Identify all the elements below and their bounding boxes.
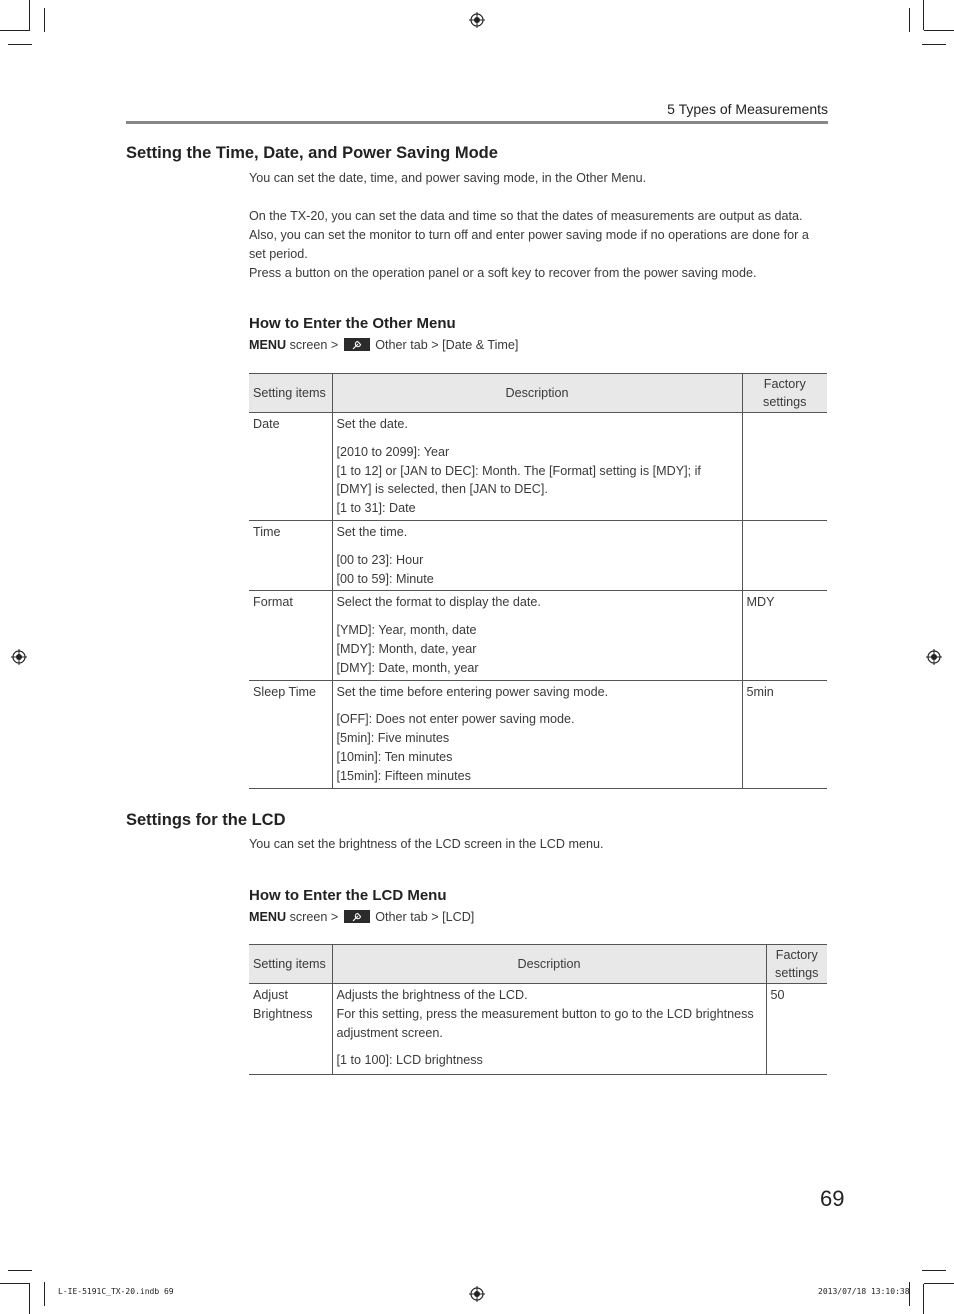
section2-intro: You can set the brightness of the LCD screen in the LCD menu. (249, 837, 604, 851)
slug-timestamp: 2013/07/18 13:10:38 (818, 1287, 910, 1296)
setting-description (332, 680, 742, 788)
page-number: 69 (820, 1186, 845, 1211)
body-paragraph: On the TX-20, you can set the data and time so that the dates of measurements are output as data. (249, 209, 803, 223)
factory-setting (742, 413, 827, 521)
registration-mark-icon (11, 649, 27, 665)
setting-item: Date (249, 413, 332, 521)
description-lead: Adjusts the brightness of the LCD. For this setting, press the measurement button to go to the LCD brightness adjustment screen. (336, 988, 754, 1040)
table-row (249, 520, 827, 590)
body-paragraph: Also, you can set the monitor to turn off and enter power saving mode if no operations are done for a set period. (249, 228, 809, 261)
slug-file-info: L-IE-5191C_TX-20.indb 69 (58, 1287, 174, 1296)
description-lead: Set the time before entering power saving mode. (336, 684, 609, 699)
howto-lcd-menu-title: How to Enter the LCD Menu (249, 887, 447, 904)
date-time-settings-table (249, 373, 827, 789)
table-header-row (249, 945, 827, 984)
menu-path-rest: Other tab > [Date & Time] (371, 338, 519, 352)
section-title-lcd: Settings for the LCD (126, 811, 286, 829)
description-line: [2010 to 2099]: Year (336, 444, 450, 459)
running-head: 5 Types of Measurements (667, 101, 828, 117)
registration-mark-icon (469, 1286, 485, 1302)
description-line: [10min]: Ten minutes (336, 749, 453, 764)
description-line: [1 to 12] or [JAN to DEC]: Month. The [Format] setting is [MDY]; if [DMY] is selected, then [JAN to DEC]. (336, 463, 701, 497)
header-rule (126, 121, 828, 124)
description-line: [MDY]: Month, date, year (336, 641, 477, 656)
howto-other-menu-title: How to Enter the Other Menu (249, 315, 456, 332)
description-lead: Set the time. (336, 524, 408, 539)
menu-path-other (249, 338, 518, 352)
column-header: Description (332, 945, 766, 984)
table-row (249, 680, 827, 788)
body-paragraph: Press a button on the operation panel or a soft key to recover from the power saving mode. (249, 266, 757, 280)
setting-item: Format (249, 591, 332, 680)
section1-intro: You can set the date, time, and power saving mode, in the Other Menu. (249, 171, 647, 185)
description-line: [00 to 23]: Hour (336, 552, 424, 567)
description-lead: Select the format to display the date. (336, 595, 541, 610)
section-title-time-date: Setting the Time, Date, and Power Saving Mode (126, 144, 498, 162)
description-lead: Set the date. (336, 417, 408, 431)
factory-setting: 50 (766, 984, 827, 1075)
column-header: Description (332, 374, 742, 413)
factory-setting: 5min (742, 680, 827, 788)
table-header-row (249, 374, 827, 413)
table-row (249, 413, 827, 521)
menu-path-screen: screen > (286, 338, 342, 352)
setting-item: Adjust Brightness (249, 984, 332, 1075)
description-line: [OFF]: Does not enter power saving mode. (336, 712, 575, 727)
setting-description (332, 520, 742, 590)
description-line: [5min]: Five minutes (336, 731, 450, 746)
description-line: [1 to 100]: LCD brightness (336, 1053, 483, 1068)
factory-setting (742, 520, 827, 590)
column-header: Setting items (249, 374, 332, 413)
menu-path-screen: screen > (286, 910, 342, 924)
description-line: [YMD]: Year, month, date (336, 623, 477, 638)
description-line: [00 to 59]: Minute (336, 571, 434, 586)
factory-setting: MDY (742, 591, 827, 680)
column-header: Factory settings (742, 374, 827, 413)
wrench-tab-icon (344, 910, 370, 923)
setting-description (332, 591, 742, 680)
menu-path-rest: Other tab > [LCD] (371, 910, 475, 924)
lcd-settings-table (249, 944, 827, 1075)
setting-item: Time (249, 520, 332, 590)
menu-keyword: MENU (249, 338, 287, 352)
column-header: Setting items (249, 945, 332, 984)
setting-description (332, 413, 742, 521)
setting-item: Sleep Time (249, 680, 332, 788)
table-row (249, 591, 827, 680)
menu-path-lcd (249, 910, 474, 924)
wrench-tab-icon (344, 338, 370, 351)
description-line: [1 to 31]: Date (336, 501, 416, 516)
description-line: [15min]: Fifteen minutes (336, 768, 471, 783)
table-row (249, 984, 827, 1075)
registration-mark-icon (926, 649, 942, 665)
setting-description (332, 984, 766, 1075)
registration-mark-icon (469, 12, 485, 28)
menu-keyword: MENU (249, 910, 287, 924)
column-header: Factory settings (766, 945, 827, 984)
description-line: [DMY]: Date, month, year (336, 660, 479, 675)
